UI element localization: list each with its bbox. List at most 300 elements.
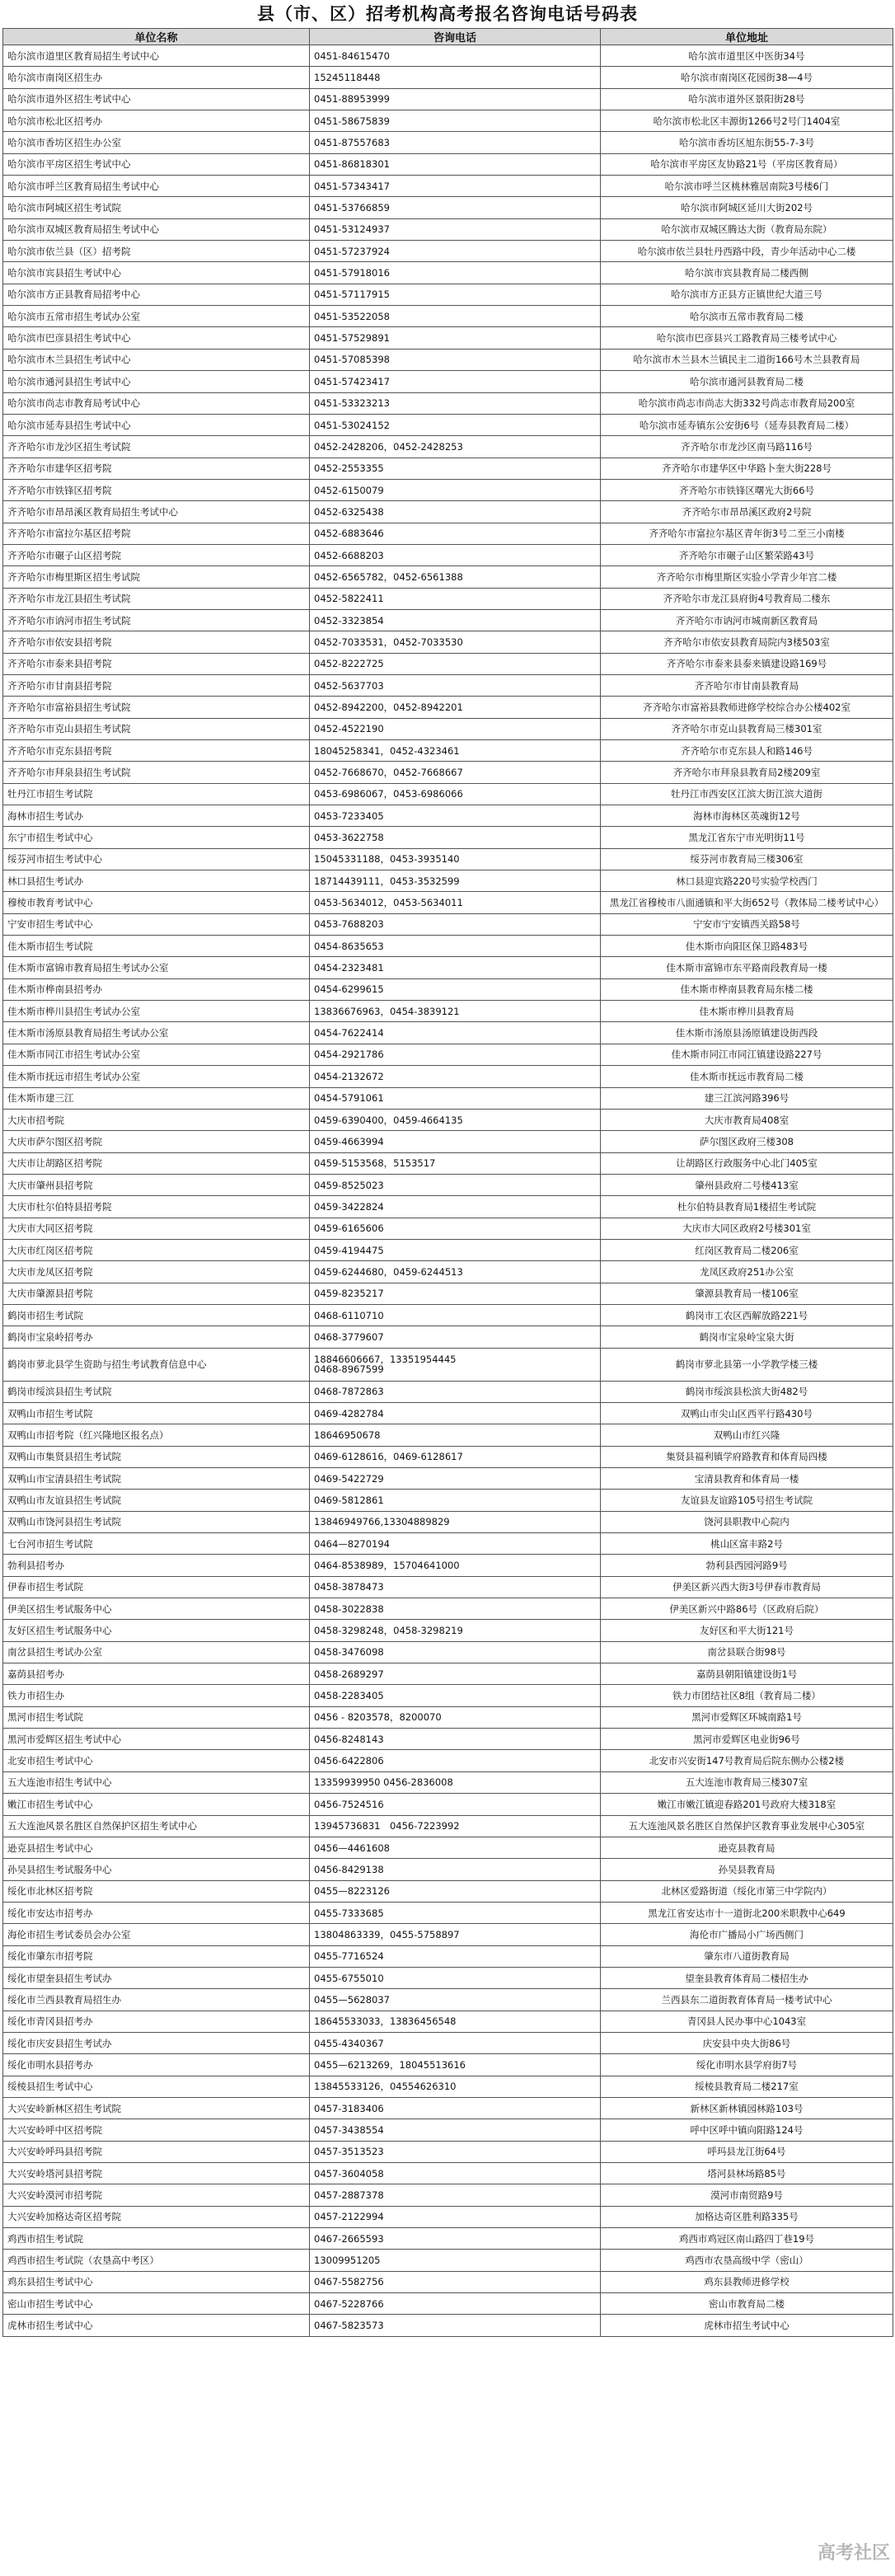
phone-cell: 0459-6390400，0459-4664135 <box>310 1109 601 1130</box>
unit-name-cell: 双鸭山市集贤县招生考试院 <box>3 1446 310 1467</box>
phone-cell: 13804863339，0455-5758897 <box>310 1924 601 1945</box>
address-cell: 哈尔滨市延寿镇东公安街6号（延寿县教育局二楼） <box>601 414 893 435</box>
unit-name-cell: 哈尔滨市宾县招生考试中心 <box>3 262 310 284</box>
unit-name-cell: 齐齐哈尔市梅里斯区招生考试院 <box>3 566 310 588</box>
unit-name-cell: 大庆市杜尔伯特县招考院 <box>3 1196 310 1218</box>
phone-cell: 0467-5582756 <box>310 2271 601 2292</box>
address-cell: 塔河县林场路85号 <box>601 2163 893 2184</box>
phone-cell: 0451-53024152 <box>310 414 601 435</box>
page-title: 县（市、区）招考机构高考报名咨询电话号码表 <box>257 4 638 24</box>
phone-cell: 0468-7872863 <box>310 1381 601 1402</box>
table-row <box>3 718 893 739</box>
table-row <box>3 588 893 609</box>
address-cell: 哈尔滨市依兰县牡丹西路中段，青少年活动中心二楼 <box>601 241 893 262</box>
unit-name-cell: 哈尔滨市双城区教育局招生考试中心 <box>3 218 310 240</box>
phone-cell: 0452-8222725 <box>310 653 601 674</box>
phone-cell: 0459-8235217 <box>310 1283 601 1304</box>
phone-cell: 0454-7622414 <box>310 1022 601 1044</box>
unit-name-cell: 双鸭山市宝清县招生考试院 <box>3 1468 310 1490</box>
unit-name-cell: 大庆市肇源县招考院 <box>3 1283 310 1304</box>
unit-name-cell: 齐齐哈尔市富拉尔基区招考院 <box>3 523 310 544</box>
table-row <box>3 1381 893 1402</box>
phone-cell: 0451-86818301 <box>310 153 601 175</box>
unit-name-cell: 齐齐哈尔市克东县招考院 <box>3 740 310 762</box>
table-row <box>3 1304 893 1326</box>
phone-cell: 0457-2887378 <box>310 2184 601 2206</box>
address-cell: 肇东市八道街教育局 <box>601 1945 893 1967</box>
table-body <box>3 45 893 2337</box>
address-cell: 北林区爱路街道（绥化市第三中学院内） <box>601 1880 893 1902</box>
table-row <box>3 1022 893 1044</box>
phone-cell: 18846606667，13351954445 0468-8967599 <box>310 1348 601 1381</box>
unit-name-cell: 伊春市招生考试院 <box>3 1576 310 1598</box>
unit-name-cell: 佳木斯市富锦市教育局招生考试办公室 <box>3 957 310 978</box>
unit-name-cell: 佳木斯市招生考试院 <box>3 936 310 957</box>
phone-cell: 0454-6299615 <box>310 978 601 1000</box>
unit-name-cell: 哈尔滨市方正县教育局招考中心 <box>3 284 310 305</box>
table-row <box>3 978 893 1000</box>
phone-cell: 0452-5637703 <box>310 674 601 696</box>
unit-name-cell: 五大连池市招生考试中心 <box>3 1771 310 1793</box>
address-cell: 齐齐哈尔市克山县教育局三楼301室 <box>601 718 893 739</box>
unit-name-cell: 哈尔滨市道里区教育局招生考试中心 <box>3 45 310 67</box>
unit-name-cell: 黑河市爱辉区招生考试中心 <box>3 1729 310 1750</box>
address-cell: 哈尔滨市南岗区花园街38—4号 <box>601 67 893 88</box>
phone-cell: 15045331188，0453-3935140 <box>310 848 601 870</box>
unit-name-cell: 大庆市招考院 <box>3 1109 310 1130</box>
table-row <box>3 349 893 370</box>
table-row <box>3 523 893 544</box>
table-row <box>3 783 893 805</box>
phone-cell: 0452-7033531，0452-7033530 <box>310 631 601 653</box>
phone-cell: 0458-2689297 <box>310 1663 601 1685</box>
address-cell: 伊美区新兴西大街3号伊春市教育局 <box>601 1576 893 1598</box>
unit-name-cell: 虎林市招生考试中心 <box>3 2315 310 2336</box>
address-cell: 建三江滨河路396号 <box>601 1087 893 1109</box>
address-cell: 大庆市大同区政府2号楼301室 <box>601 1218 893 1239</box>
table-row <box>3 913 893 935</box>
table-row <box>3 892 893 913</box>
address-cell: 肇州县政府二号楼413室 <box>601 1174 893 1195</box>
phone-cell: 0457-3513523 <box>310 2141 601 2162</box>
address-cell: 集贤县福利镇学府路教育和体育局四楼 <box>601 1446 893 1467</box>
unit-name-cell: 佳木斯市桦川县招生考试办公室 <box>3 1001 310 1022</box>
phone-cell: 0467-2665593 <box>310 2228 601 2250</box>
unit-name-cell: 宁安市招生考试中心 <box>3 913 310 935</box>
phone-cell: 0457-3183406 <box>310 2097 601 2119</box>
phone-cell: 0452-2428206，0452-2428253 <box>310 436 601 457</box>
table-row <box>3 436 893 457</box>
phone-cell: 0455—8223126 <box>310 1880 601 1902</box>
table-row <box>3 762 893 783</box>
phone-cell: 0451-53124937 <box>310 218 601 240</box>
address-cell: 齐齐哈尔市拜泉县教育局2楼209室 <box>601 762 893 783</box>
unit-name-cell: 鹤岗市宝泉岭招考办 <box>3 1326 310 1348</box>
phone-cell: 0452-5822411 <box>310 588 601 609</box>
table-row <box>3 457 893 479</box>
table-row <box>3 1283 893 1304</box>
unit-name-cell: 七台河市招生考试院 <box>3 1533 310 1555</box>
address-cell: 齐齐哈尔市梅里斯区实验小学青少年宫二楼 <box>601 566 893 588</box>
phone-cell: 0469-5422729 <box>310 1468 601 1490</box>
table-row <box>3 1533 893 1555</box>
table-row <box>3 609 893 631</box>
address-cell: 呼玛县龙江街64号 <box>601 2141 893 2162</box>
address-cell: 佳木斯市抚远市教育局二楼 <box>601 1066 893 1087</box>
address-cell: 黑龙江省安达市十一道街北200米职教中心649 <box>601 1902 893 1923</box>
contact-table <box>2 28 893 2337</box>
unit-name-cell: 齐齐哈尔市龙沙区招生考试院 <box>3 436 310 457</box>
phone-cell: 0453-7688203 <box>310 913 601 935</box>
unit-name-cell: 齐齐哈尔市依安县招考院 <box>3 631 310 653</box>
address-cell: 漠河市南贸路9号 <box>601 2184 893 2206</box>
unit-name-cell: 齐齐哈尔市甘南县招考院 <box>3 674 310 696</box>
phone-cell: 0459-6244680，0459-6244513 <box>310 1261 601 1283</box>
phone-cell: 0453-6986067，0453-6986066 <box>310 783 601 805</box>
unit-name-cell: 哈尔滨市道外区招生考试中心 <box>3 88 310 110</box>
unit-name-cell: 佳木斯市桦南县招考办 <box>3 978 310 1000</box>
table-row <box>3 2184 893 2206</box>
table-row <box>3 218 893 240</box>
unit-name-cell: 齐齐哈尔市讷河市招生考试院 <box>3 609 310 631</box>
table-row <box>3 1174 893 1195</box>
table-row <box>3 1815 893 1837</box>
table-row <box>3 197 893 218</box>
address-cell: 鸡东县教师进修学校 <box>601 2271 893 2292</box>
table-row <box>3 1066 893 1087</box>
phone-cell: 13359939950 0456-2836008 <box>310 1771 601 1793</box>
table-row <box>3 2011 893 2032</box>
table-row <box>3 2271 893 2292</box>
unit-name-cell: 勃利县招考办 <box>3 1555 310 1576</box>
phone-cell: 0455—5628037 <box>310 1989 601 2011</box>
unit-name-cell: 密山市招生考试中心 <box>3 2293 310 2315</box>
address-cell: 青冈县人民办事中心1043室 <box>601 2011 893 2032</box>
unit-name-cell: 鹤岗市萝北县学生资助与招生考试教育信息中心 <box>3 1348 310 1381</box>
unit-name-cell: 绥化市望奎县招生考试办 <box>3 1967 310 1988</box>
table-row <box>3 1326 893 1348</box>
table-row <box>3 2054 893 2076</box>
unit-name-cell: 哈尔滨市尚志市教育局考试中心 <box>3 392 310 414</box>
address-cell: 齐齐哈尔市依安县教育局院内3楼503室 <box>601 631 893 653</box>
address-cell: 庆安县中央大街86号 <box>601 2032 893 2053</box>
address-cell: 嫩江市嫩江镇迎春路201号政府大楼318室 <box>601 1794 893 1815</box>
table-row <box>3 544 893 565</box>
address-cell: 黑龙江省东宁市光明街11号 <box>601 827 893 848</box>
unit-name-cell: 逊克县招生考试中心 <box>3 1837 310 1858</box>
phone-cell: 0458-3298248，0458-3298219 <box>310 1620 601 1641</box>
table-row <box>3 1641 893 1663</box>
unit-name-cell: 大兴安岭呼中区招考院 <box>3 2119 310 2141</box>
address-cell: 黑河市爱辉区电业街96号 <box>601 1729 893 1750</box>
header-unit-name: 单位名称 <box>3 29 310 45</box>
table-row <box>3 45 893 67</box>
address-cell: 杜尔伯特县教育局1楼招生考试院 <box>601 1196 893 1218</box>
phone-cell: 13945736831 0456-7223992 <box>310 1815 601 1837</box>
unit-name-cell: 齐齐哈尔市昂昂溪区教育局招生考试中心 <box>3 501 310 523</box>
phone-cell: 0452-7668670，0452-7668667 <box>310 762 601 783</box>
table-row <box>3 697 893 718</box>
address-cell: 鹤岗市绥滨县松滨大街482号 <box>601 1381 893 1402</box>
phone-cell: 0453-7233405 <box>310 805 601 827</box>
table-row <box>3 1446 893 1467</box>
table-row <box>3 827 893 848</box>
address-cell: 勃利县西园河路9号 <box>601 1555 893 1576</box>
unit-name-cell: 绥化市肇东市招考院 <box>3 1945 310 1967</box>
address-cell: 鸡西市鸡冠区南山路四丁巷19号 <box>601 2228 893 2250</box>
unit-name-cell: 双鸭山市饶河县招生考试院 <box>3 1511 310 1532</box>
unit-name-cell: 大庆市让胡路区招考院 <box>3 1152 310 1174</box>
table-row <box>3 176 893 197</box>
address-cell: 绥棱县教育局二楼217室 <box>601 2076 893 2097</box>
phone-cell: 18045258341，0452-4323461 <box>310 740 601 762</box>
address-cell: 兰西县东二道街教育体育局一楼考试中心 <box>601 1989 893 2011</box>
table-row <box>3 1424 893 1446</box>
phone-cell: 13846949766,13304889829 <box>310 1511 601 1532</box>
address-cell: 桃山区富丰路2号 <box>601 1533 893 1555</box>
table-row <box>3 957 893 978</box>
unit-name-cell: 哈尔滨市香坊区招生办公室 <box>3 132 310 153</box>
phone-cell: 0468-6110710 <box>310 1304 601 1326</box>
address-cell: 宝清县教育和体育局一楼 <box>601 1468 893 1490</box>
phone-cell: 0459-8525023 <box>310 1174 601 1195</box>
phone-cell: 0452-2553355 <box>310 457 601 479</box>
table-row <box>3 1511 893 1532</box>
unit-name-cell: 哈尔滨市延寿县招生考试中心 <box>3 414 310 435</box>
phone-cell: 0459-5153568，5153517 <box>310 1152 601 1174</box>
unit-name-cell: 鸡东县招生考试中心 <box>3 2271 310 2292</box>
phone-cell: 18714439111，0453-3532599 <box>310 870 601 892</box>
table-row <box>3 306 893 327</box>
phone-cell: 0456 - 8203578，8200070 <box>310 1706 601 1728</box>
address-cell: 加格达奇区胜利路335号 <box>601 2206 893 2227</box>
address-cell: 哈尔滨市道里区中医街34号 <box>601 45 893 67</box>
table-row <box>3 1685 893 1706</box>
table-row <box>3 1152 893 1174</box>
phone-cell: 0464—8270194 <box>310 1533 601 1555</box>
unit-name-cell: 哈尔滨市五常市招生考试办公室 <box>3 306 310 327</box>
address-cell: 齐齐哈尔市富裕县教师进修学校综合办公楼402室 <box>601 697 893 718</box>
address-cell: 哈尔滨市道外区景阳街28号 <box>601 88 893 110</box>
table-row <box>3 2315 893 2336</box>
unit-name-cell: 大庆市红岗区招考院 <box>3 1239 310 1260</box>
address-cell: 嘉荫县朝阳镇建设街1号 <box>601 1663 893 1685</box>
phone-cell: 0451-57237924 <box>310 241 601 262</box>
unit-name-cell: 齐齐哈尔市建华区招考院 <box>3 457 310 479</box>
phone-cell: 0459-4194475 <box>310 1239 601 1260</box>
phone-cell: 0451-57343417 <box>310 176 601 197</box>
unit-name-cell: 哈尔滨市通河县招生考试中心 <box>3 371 310 392</box>
unit-name-cell: 大兴安岭漠河市招考院 <box>3 2184 310 2206</box>
table-row <box>3 631 893 653</box>
phone-cell: 0459-4663994 <box>310 1131 601 1152</box>
unit-name-cell: 海伦市招生考试委员会办公室 <box>3 1924 310 1945</box>
table-row <box>3 1402 893 1424</box>
unit-name-cell: 牡丹江市招生考试院 <box>3 783 310 805</box>
table-row <box>3 1663 893 1685</box>
phone-cell: 0451-87557683 <box>310 132 601 153</box>
unit-name-cell: 哈尔滨市平房区招生考试中心 <box>3 153 310 175</box>
address-cell: 红岗区教育局二楼206室 <box>601 1239 893 1260</box>
address-cell: 佳木斯市向阳区保卫路483号 <box>601 936 893 957</box>
phone-cell: 0451-53323213 <box>310 392 601 414</box>
phone-cell: 0452-6565782，0452-6561388 <box>310 566 601 588</box>
address-cell: 齐齐哈尔市甘南县教育局 <box>601 674 893 696</box>
address-cell: 友好区和平大街121号 <box>601 1620 893 1641</box>
table-row <box>3 848 893 870</box>
table-row <box>3 1967 893 1988</box>
unit-name-cell: 齐齐哈尔市克山县招生考试院 <box>3 718 310 739</box>
unit-name-cell: 哈尔滨市阿城区招生考试院 <box>3 197 310 218</box>
table-row <box>3 501 893 523</box>
address-cell: 齐齐哈尔市龙江县府街4号教育局二楼东 <box>601 588 893 609</box>
table-row <box>3 1490 893 1511</box>
phone-cell: 0454-2132672 <box>310 1066 601 1087</box>
address-cell: 哈尔滨市阿城区延川大街202号 <box>601 197 893 218</box>
header-phone: 咨询电话 <box>310 29 601 45</box>
unit-name-cell: 大庆市大同区招考院 <box>3 1218 310 1239</box>
unit-name-cell: 大兴安岭加格达奇区招考院 <box>3 2206 310 2227</box>
address-cell: 哈尔滨市木兰县木兰镇民主二道街166号木兰县教育局 <box>601 349 893 370</box>
phone-cell: 0451-53766859 <box>310 197 601 218</box>
unit-name-cell: 佳木斯市同江市招生考试办公室 <box>3 1044 310 1065</box>
unit-name-cell: 齐齐哈尔市铁锋区招考院 <box>3 479 310 500</box>
table-row <box>3 1261 893 1283</box>
unit-name-cell: 绥芬河市招生考试中心 <box>3 848 310 870</box>
table-row <box>3 414 893 435</box>
table-row <box>3 1750 893 1771</box>
unit-name-cell: 佳木斯市汤原县教育局招生考试办公室 <box>3 1022 310 1044</box>
phone-cell: 0467-5228766 <box>310 2293 601 2315</box>
phone-cell: 0458-3476098 <box>310 1641 601 1663</box>
phone-cell: 15245118448 <box>310 67 601 88</box>
phone-cell: 0454-2921786 <box>310 1044 601 1065</box>
unit-name-cell: 哈尔滨市巴彦县招生考试中心 <box>3 327 310 349</box>
unit-name-cell: 哈尔滨市木兰县招生考试中心 <box>3 349 310 370</box>
unit-name-cell: 海林市招生考试办 <box>3 805 310 827</box>
table-row <box>3 1576 893 1598</box>
address-cell: 牡丹江市西安区江滨大街江滨大道街 <box>601 783 893 805</box>
table-row <box>3 241 893 262</box>
table-row <box>3 284 893 305</box>
unit-name-cell: 铁力市招生办 <box>3 1685 310 1706</box>
phone-cell: 18645533033，13836456548 <box>310 2011 601 2032</box>
table-row <box>3 936 893 957</box>
phone-cell: 0451-84615470 <box>310 45 601 67</box>
address-cell: 绥化市明水县学府街7号 <box>601 2054 893 2076</box>
table-row <box>3 653 893 674</box>
table-row <box>3 327 893 349</box>
unit-name-cell: 友好区招生考试服务中心 <box>3 1620 310 1641</box>
phone-cell: 0457-2122994 <box>310 2206 601 2227</box>
unit-name-cell: 哈尔滨市松北区招考办 <box>3 110 310 132</box>
unit-name-cell: 北安市招生考试中心 <box>3 1750 310 1771</box>
address-cell: 哈尔滨市香坊区旭东街55-7-3号 <box>601 132 893 153</box>
phone-cell: 0453-5634012，0453-5634011 <box>310 892 601 913</box>
table-row <box>3 674 893 696</box>
unit-name-cell: 绥化市兰西县教育局招生办 <box>3 1989 310 2011</box>
table-row <box>3 1859 893 1880</box>
address-cell: 齐齐哈尔市建华区中华路卜奎大街228号 <box>601 457 893 479</box>
table-row <box>3 262 893 284</box>
unit-name-cell: 齐齐哈尔市龙江县招生考试院 <box>3 588 310 609</box>
unit-name-cell: 齐齐哈尔市碾子山区招考院 <box>3 544 310 565</box>
phone-cell: 13009951205 <box>310 2250 601 2271</box>
phone-cell: 0455-7333685 <box>310 1902 601 1923</box>
address-cell: 绥芬河市教育局三楼306室 <box>601 848 893 870</box>
phone-cell: 0452-8942200，0452-8942201 <box>310 697 601 718</box>
phone-cell: 0456-8248143 <box>310 1729 601 1750</box>
table-row <box>3 2097 893 2119</box>
address-cell: 虎林市招生考试中心 <box>601 2315 893 2336</box>
unit-name-cell: 大兴安岭塔河县招考院 <box>3 2163 310 2184</box>
address-cell: 黑龙江省穆棱市八面通镇和平大街652号（教体局二楼考试中心） <box>601 892 893 913</box>
address-cell: 佳木斯市同江市同江镇建设路227号 <box>601 1044 893 1065</box>
unit-name-cell: 黑河市招生考试院 <box>3 1706 310 1728</box>
phone-cell: 0455-7716524 <box>310 1945 601 1967</box>
phone-cell: 0452-6150079 <box>310 479 601 500</box>
address-cell: 伊美区新兴中路86号（区政府后院） <box>601 1598 893 1620</box>
address-cell: 齐齐哈尔市克东县人和路146号 <box>601 740 893 762</box>
table-row <box>3 1001 893 1022</box>
table-row <box>3 110 893 132</box>
table-row <box>3 1131 893 1152</box>
phone-cell: 0451-57423417 <box>310 371 601 392</box>
address-cell: 肇源县教育局一楼106室 <box>601 1283 893 1304</box>
table-row <box>3 2032 893 2053</box>
table-row <box>3 1902 893 1923</box>
phone-cell: 0454-8635653 <box>310 936 601 957</box>
unit-name-cell: 鸡西市招生考试院（农垦高中考区） <box>3 2250 310 2271</box>
address-cell: 五大连池风景名胜区自然保护区教育事业发展中心305室 <box>601 1815 893 1837</box>
unit-name-cell: 鸡西市招生考试院 <box>3 2228 310 2250</box>
address-cell: 佳木斯市汤原县汤原镇建设街西段 <box>601 1022 893 1044</box>
table-row <box>3 1880 893 1902</box>
unit-name-cell: 绥化市青冈县招考办 <box>3 2011 310 2032</box>
unit-name-cell: 绥化市安达市招考办 <box>3 1902 310 1923</box>
address-cell: 鹤岗市萝北县第一小学教学楼三楼 <box>601 1348 893 1381</box>
address-cell: 齐齐哈尔市泰来县泰来镇建设路169号 <box>601 653 893 674</box>
unit-name-cell: 南岔县招生考试办公室 <box>3 1641 310 1663</box>
phone-cell: 0451-53522058 <box>310 306 601 327</box>
address-cell: 南岔县联合街98号 <box>601 1641 893 1663</box>
unit-name-cell: 绥化市北林区招考院 <box>3 1880 310 1902</box>
unit-name-cell: 林口县招生考试办 <box>3 870 310 892</box>
address-cell: 哈尔滨市平房区友协路21号（平房区教育局） <box>601 153 893 175</box>
table-row <box>3 740 893 762</box>
unit-name-cell: 穆棱市教育考试中心 <box>3 892 310 913</box>
phone-cell: 0454-5791061 <box>310 1087 601 1109</box>
phone-cell: 0451-88953999 <box>310 88 601 110</box>
address-cell: 饶河县职教中心院内 <box>601 1511 893 1532</box>
unit-name-cell: 鹤岗市绥滨县招生考试院 <box>3 1381 310 1402</box>
phone-cell: 0451-57085398 <box>310 349 601 370</box>
unit-name-cell: 绥化市庆安县招生考试办 <box>3 2032 310 2053</box>
unit-name-cell: 大庆市龙凤区招考院 <box>3 1261 310 1283</box>
unit-name-cell: 大庆市肇州县招考院 <box>3 1174 310 1195</box>
address-cell: 哈尔滨市双城区腾达大街（教育局东院） <box>601 218 893 240</box>
phone-cell: 0451-57918016 <box>310 262 601 284</box>
watermark-logo: 高考社区 <box>817 2543 890 2564</box>
address-cell: 龙凤区政府251办公室 <box>601 1261 893 1283</box>
address-cell: 林口县迎宾路220号实验学校西门 <box>601 870 893 892</box>
address-cell: 佳木斯市桦川县教育局 <box>601 1001 893 1022</box>
table-row <box>3 1620 893 1641</box>
phone-cell: 0452-4522190 <box>310 718 601 739</box>
unit-name-cell: 绥化市明水县招考办 <box>3 2054 310 2076</box>
phone-cell: 0459-3422824 <box>310 1196 601 1218</box>
table-row <box>3 1239 893 1260</box>
